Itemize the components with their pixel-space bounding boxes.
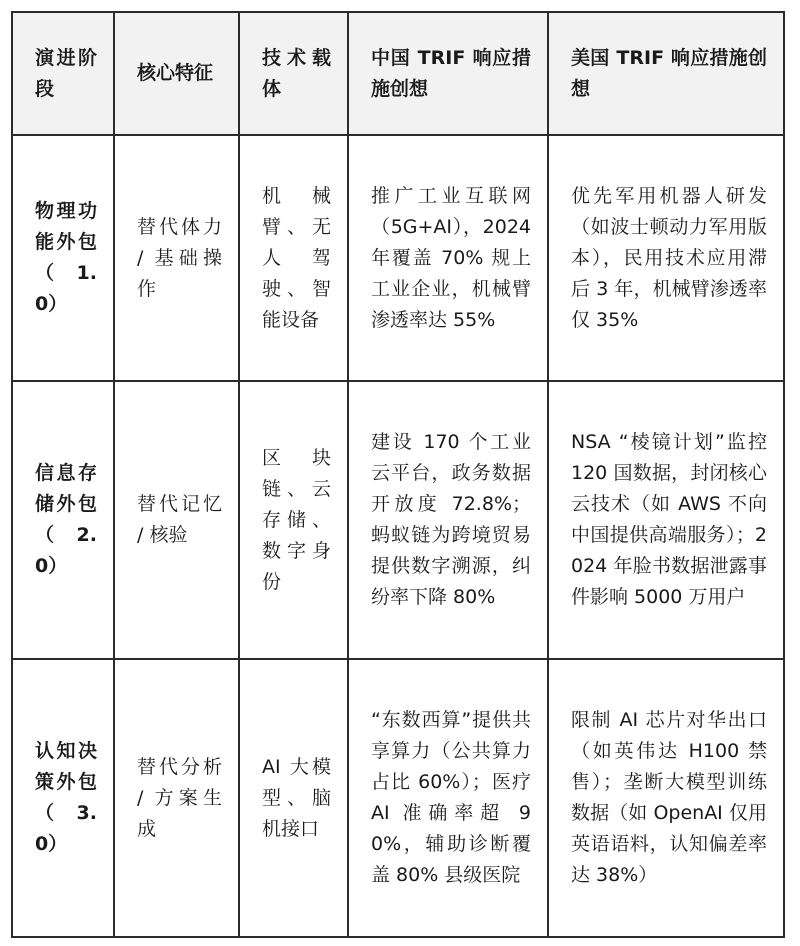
- header-stage: 演进阶段: [12, 12, 114, 135]
- header-carrier: 技术载体: [239, 12, 348, 135]
- cell-feature: 替代分析 / 方案生成: [114, 659, 239, 937]
- table-row: [12, 659, 784, 937]
- header-feature: 核心特征: [114, 12, 239, 135]
- trif-comparison-table: [11, 11, 785, 938]
- cell-china: 建设 170 个工业云平台，政务数据开放度 72.8%；蚂蚁链为跨境贸易提供数字溯源，纠纷率下降 80%: [348, 381, 548, 659]
- table-row: [12, 135, 784, 381]
- header-row: [12, 12, 784, 135]
- cell-usa: 优先军用机器人研发（如波士顿动力军用版本），民用技术应用滞后 3 年，机械臂渗透率仅 35%: [548, 135, 784, 381]
- header-usa-measures: 美国 TRIF 响应措施创想: [548, 12, 784, 135]
- cell-usa: 限制 AI 芯片对华出口（如英伟达 H100 禁售）；垄断大模型训练数据（如 OpenAI 仅用英语语料，认知偏差率达 38%）: [548, 659, 784, 937]
- cell-china: “东数西算”提供共享算力（公共算力占比 60%）；医疗 AI 准确率超 90%，辅助诊断覆盖 80% 县级医院: [348, 659, 548, 937]
- cell-china: 推广工业互联网（5G+AI），2024 年覆盖 70% 规上工业企业，机械臂渗透率达 55%: [348, 135, 548, 381]
- cell-stage: 认知决策外包（3.0）: [12, 659, 114, 937]
- cell-stage: 信息存储外包（2.0）: [12, 381, 114, 659]
- cell-carrier: AI 大模型、脑机接口: [239, 659, 348, 937]
- cell-feature: 替代体力 / 基础操作: [114, 135, 239, 381]
- table-row: [12, 381, 784, 659]
- cell-carrier: 机械臂、无人驾驶、智能设备: [239, 135, 348, 381]
- cell-usa: NSA “棱镜计划”监控 120 国数据，封闭核心云技术（如 AWS 不向中国提供高端服务）；2024 年脸书数据泄露事件影响 5000 万用户: [548, 381, 784, 659]
- header-china-measures: 中国 TRIF 响应措施创想: [348, 12, 548, 135]
- cell-stage: 物理功能外包（1.0）: [12, 135, 114, 381]
- cell-feature: 替代记忆 / 核验: [114, 381, 239, 659]
- cell-carrier: 区块链、云存储、数字身份: [239, 381, 348, 659]
